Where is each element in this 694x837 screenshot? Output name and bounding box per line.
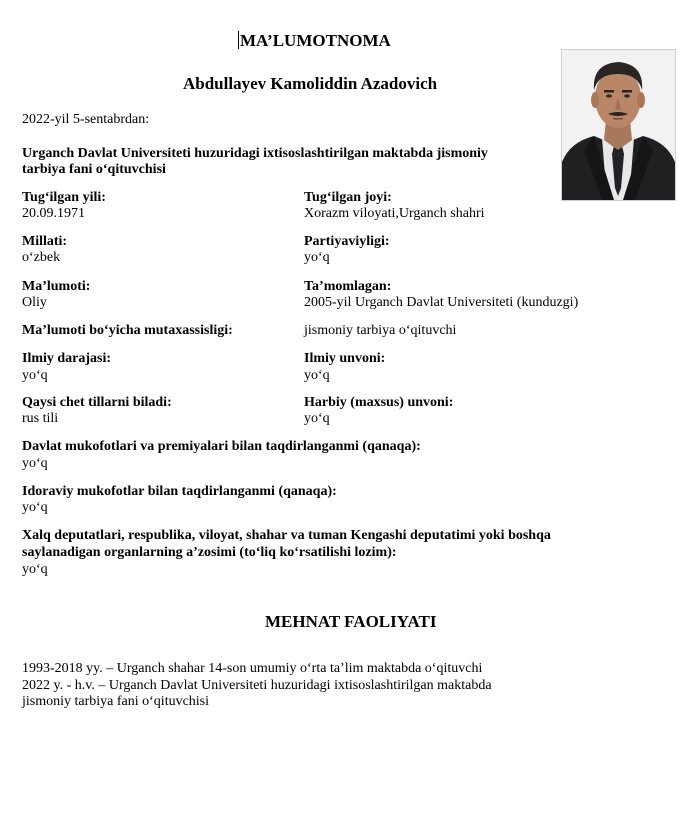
work-entry-2-line2: jismoniy tarbiya fani o‘qituvchisi (22, 694, 210, 709)
birth-year-value: 20.09.1971 (22, 206, 85, 221)
since-date: 2022-yil 5-sentabrdan: (22, 112, 150, 127)
party-label: Partiyaviyligi: (304, 234, 390, 249)
current-position-line2: tarbiya fani o‘qituvchisi (22, 162, 166, 177)
specialty-label: Ma’lumoti bo‘yicha mutaxassisligi: (22, 323, 233, 338)
education-value: Oliy (22, 295, 47, 310)
deputy-label-line2: saylanadigan organlarning a’zosimi (to‘liq ko‘rsatilishi lozim): (22, 545, 397, 560)
military-label: Harbiy (maxsus) unvoni: (304, 395, 454, 410)
deputy-label-line1: Xalq deputatlari, respublika, viloyat, shahar va tuman Kengashi deputatimi yoki boshqa (22, 528, 551, 543)
birth-place-label: Tug‘ilgan joyi: (304, 190, 392, 205)
state-awards-value: yo‘q (22, 456, 48, 471)
party-value: yo‘q (304, 250, 330, 265)
document-title: MA’LUMOTNOMA (240, 31, 391, 50)
specialty-value: jismoniy tarbiya o‘qituvchi (304, 323, 457, 338)
person-full-name: Abdullayev Kamoliddin Azadovich (183, 74, 438, 93)
languages-label: Qaysi chet tillarni biladi: (22, 395, 172, 410)
degree-label: Ilmiy darajasi: (22, 351, 112, 366)
birth-year-label: Tug‘ilgan yili: (22, 190, 106, 205)
degree-value: yo‘q (22, 368, 48, 383)
graduated-value: 2005-yil Urganch Davlat Universiteti (kunduzgi) (304, 295, 579, 310)
current-position-line1: Urganch Davlat Universiteti huzuridagi ixtisoslashtirilgan maktabda jismoniy (22, 146, 488, 161)
work-entry-2-line1: 2022 y. - h.v. – Urganch Davlat Universiteti huzuridagi ixtisoslashtirilgan maktabda (22, 678, 492, 693)
nationality-label: Millati: (22, 234, 68, 249)
person-photo (561, 49, 676, 201)
academic-title-value: yo‘q (304, 368, 330, 383)
dept-awards-value: yo‘q (22, 500, 48, 515)
portrait-image (562, 50, 675, 200)
languages-value: rus tili (22, 411, 59, 426)
graduated-label: Ta’momlagan: (304, 279, 392, 294)
work-section-heading: MEHNAT FAOLIYATI (265, 612, 437, 631)
education-label: Ma’lumoti: (22, 279, 91, 294)
deputy-value: yo‘q (22, 562, 48, 577)
work-entry-1: 1993-2018 yy. – Urganch shahar 14-son umumiy o‘rta ta’lim maktabda o‘qituvchi (22, 661, 483, 676)
text-cursor (238, 31, 239, 49)
state-awards-label: Davlat mukofotlari va premiyalari bilan taqdirlanganmi (qanaqa): (22, 439, 421, 454)
academic-title-label: Ilmiy unvoni: (304, 351, 386, 366)
birth-place-value: Xorazm viloyati,Urganch shahri (304, 206, 485, 221)
dept-awards-label: Idoraviy mukofotlar bilan taqdirlanganmi (qanaqa): (22, 484, 337, 499)
military-value: yo‘q (304, 411, 330, 426)
nationality-value: o‘zbek (22, 250, 61, 265)
